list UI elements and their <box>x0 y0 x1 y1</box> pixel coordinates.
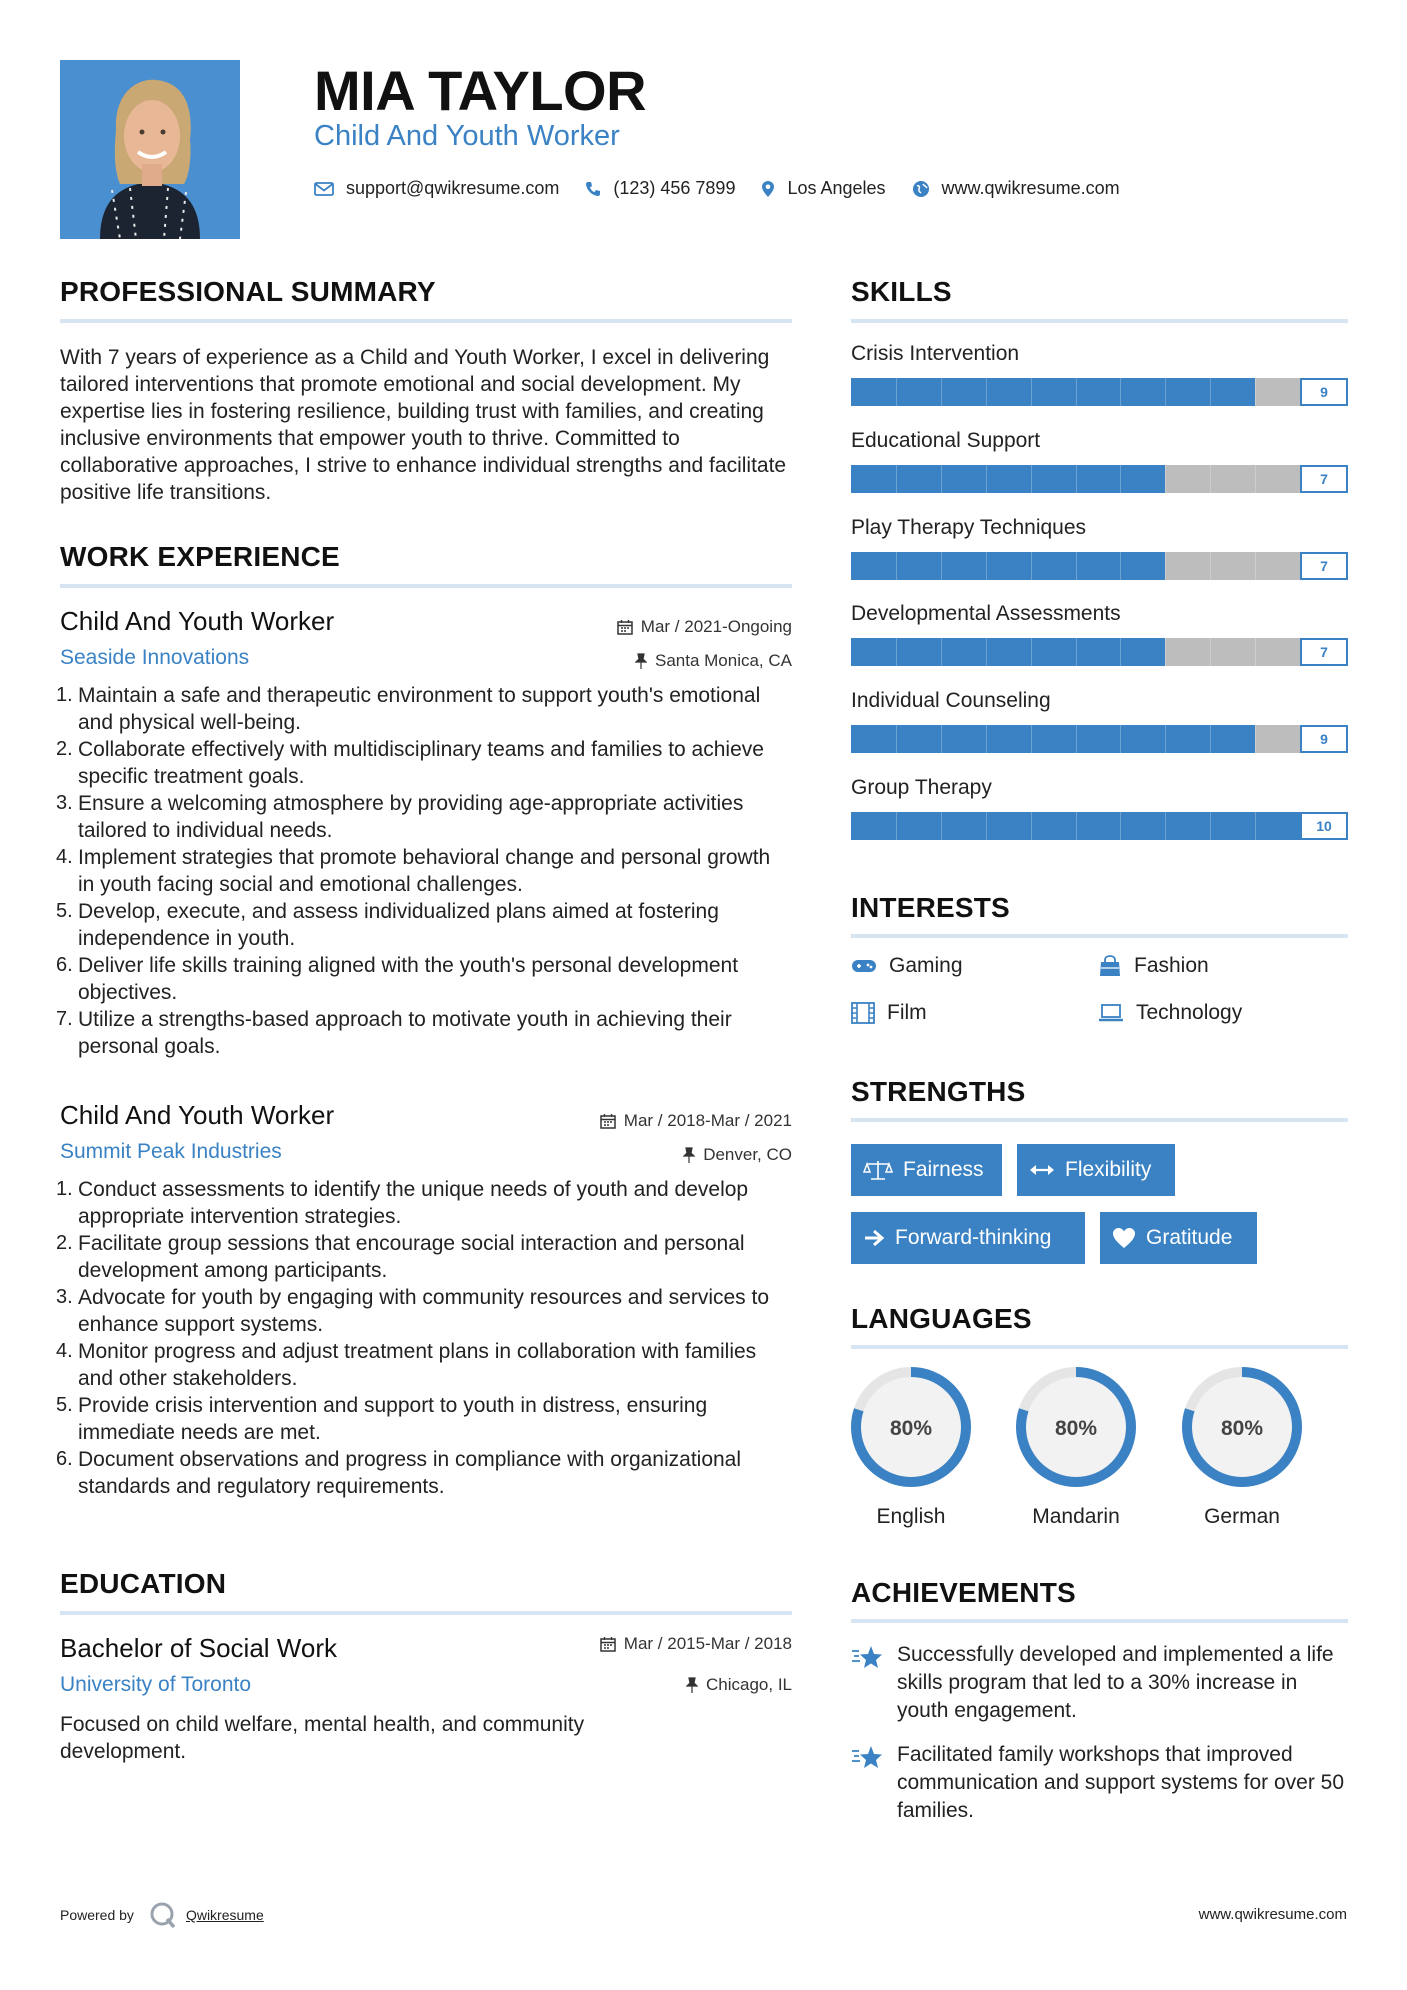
skill-fill <box>851 725 1255 753</box>
skill-bar-segment <box>896 552 897 580</box>
skill-score: 9 <box>1300 725 1348 753</box>
strength-label: Forward-thinking <box>895 1226 1052 1249</box>
footer-brand-link[interactable]: Qwikresume <box>185 1907 264 1923</box>
pushpin-icon <box>683 1147 695 1164</box>
calendar-icon <box>600 1636 616 1652</box>
skill-bar-segment <box>1210 812 1211 840</box>
candidate-role: Child And Youth Worker <box>314 120 620 152</box>
skill-bar-segment <box>1120 725 1121 753</box>
job-entry <box>56 606 792 1060</box>
skill-bar-segment <box>1031 638 1032 666</box>
skill-label: Group Therapy <box>851 776 992 799</box>
skill-bar-segment <box>896 812 897 840</box>
language-percent: 80% <box>1220 1417 1264 1440</box>
list-item: 3. Ensure a welcoming atmosphere by providing age-appropriate activities tailored to individual needs. <box>56 792 744 842</box>
skill-bar-segment <box>986 465 987 493</box>
skill-bar-segment <box>1031 378 1032 406</box>
powered-by-label: Powered by <box>60 1907 134 1923</box>
skill-bar-segment <box>1210 638 1211 666</box>
skill-bar-segment <box>1165 812 1166 840</box>
skill-bar <box>851 638 1348 666</box>
interest-item <box>851 954 963 978</box>
gamepad-icon <box>851 958 877 974</box>
skill-item <box>851 516 1348 580</box>
skill-bar-segment <box>986 378 987 406</box>
interests-heading: INTERESTS <box>851 892 1010 923</box>
job-bullets <box>56 1176 792 1500</box>
contact-location-text: Los Angeles <box>787 178 886 198</box>
interest-label: Gaming <box>889 954 963 977</box>
contact-phone-text: (123) 456 7899 <box>613 178 736 198</box>
skill-item <box>851 342 1348 406</box>
skill-bar-segment <box>941 812 942 840</box>
list-item: 5. Provide crisis intervention and support to youth in distress, ensuring immediate needs are met. <box>56 1394 708 1444</box>
footer-site-link[interactable]: www.qwikresume.com <box>1198 1906 1347 1923</box>
achievement-text: Facilitated family workshops that improved communication and support systems for over 50 families. <box>897 1743 1345 1822</box>
pushpin-icon <box>686 1677 698 1694</box>
job-date <box>600 1111 792 1131</box>
skill-bar-segment <box>1165 465 1166 493</box>
skill-bar-segment <box>1031 552 1032 580</box>
languages-heading: LANGUAGES <box>851 1303 1032 1334</box>
contact-phone[interactable] <box>585 178 735 199</box>
education-entry <box>60 1633 792 1765</box>
job-date-text: Mar / 2018-Mar / 2021 <box>623 1111 792 1130</box>
skill-bar-segment <box>941 638 942 666</box>
skill-bar-segment <box>1165 638 1166 666</box>
education-description: Focused on child welfare, mental health, and community development. <box>60 1713 585 1763</box>
strengths-heading: STRENGTHS <box>851 1076 1026 1107</box>
skill-bar-segment <box>896 638 897 666</box>
skills-heading: SKILLS <box>851 276 952 307</box>
skill-bar-segment <box>896 465 897 493</box>
list-item: 2. Collaborate effectively with multidisciplinary teams and families to achieve specific treatment goals. <box>56 738 764 788</box>
skill-bar-segment <box>1255 812 1256 840</box>
experience-divider <box>60 584 792 588</box>
balance-scale-icon <box>863 1159 893 1181</box>
interest-item <box>851 1001 927 1025</box>
skill-bar-segment <box>1165 378 1166 406</box>
star-trophy-icon <box>851 1643 885 1673</box>
language-percent: 80% <box>1054 1417 1098 1440</box>
degree-title: Bachelor of Social Work <box>60 1633 337 1663</box>
skill-score: 9 <box>1300 378 1348 406</box>
job-entry <box>56 1100 792 1500</box>
skill-bar-segment <box>1210 725 1211 753</box>
achievement-text: Successfully developed and implemented a life skills program that led to a 30% increase in youth engagement. <box>897 1643 1334 1722</box>
skill-bar-segment <box>1076 638 1077 666</box>
achievements-divider <box>851 1619 1348 1623</box>
list-item: 1. Conduct assessments to identify the unique needs of youth and develop appropriate intervention strategies. <box>56 1178 749 1228</box>
skill-bar-segment <box>1120 552 1121 580</box>
bag-icon <box>1098 955 1122 977</box>
skill-fill <box>851 812 1348 840</box>
skill-bar-segment <box>1255 465 1256 493</box>
job-title: Child And Youth Worker <box>60 1100 335 1130</box>
list-item: 1. Maintain a safe and therapeutic environment to support youth's emotional and physical well-being. <box>56 684 761 734</box>
skill-label: Individual Counseling <box>851 689 1051 712</box>
arrow-right-icon <box>863 1229 885 1247</box>
skill-bar-segment <box>1210 465 1211 493</box>
skill-bar-segment <box>896 725 897 753</box>
summary-text: With 7 years of experience as a Child and Youth Worker, I excel in delivering tailored interventions that promote emotional and social development. My expertise lies in fostering resilience, building trust with families, and creating inclusive environments that empower youth to thrive. Committed to collaborative approaches, I strive to enhance individual strengths and facilitate positive life transitions. <box>60 346 787 504</box>
globe-icon <box>912 180 930 198</box>
interest-label: Film <box>887 1001 927 1024</box>
interest-item <box>1098 954 1209 978</box>
skill-bar-segment <box>1210 378 1211 406</box>
list-item: 3. Advocate for youth by engaging with community resources and services to enhance support systems. <box>56 1286 770 1336</box>
skill-bar-segment <box>1120 638 1121 666</box>
skill-bar <box>851 812 1348 840</box>
skill-fill <box>851 552 1165 580</box>
skill-bar-segment <box>1255 725 1256 753</box>
skill-bar-segment <box>1255 378 1256 406</box>
language-item <box>849 1365 973 1529</box>
heart-icon <box>1112 1227 1136 1249</box>
interest-label: Fashion <box>1134 954 1209 977</box>
list-item: 4. Implement strategies that promote behavioral change and personal growth in youth facing social and emotional challenges. <box>56 846 771 896</box>
language-name: English <box>876 1505 946 1528</box>
contact-location <box>761 178 885 199</box>
skill-bar-segment <box>1076 725 1077 753</box>
skill-label: Educational Support <box>851 429 1041 452</box>
job-location <box>683 1145 792 1165</box>
skill-bar-segment <box>986 725 987 753</box>
job-bullets <box>56 682 792 1060</box>
interest-label: Technology <box>1136 1001 1243 1024</box>
interests-divider <box>851 934 1348 938</box>
job-title: Child And Youth Worker <box>60 606 335 636</box>
skill-bar-segment <box>1076 465 1077 493</box>
job-company: Seaside Innovations <box>60 646 250 669</box>
skill-bar-segment <box>941 378 942 406</box>
skill-bar-segment <box>1076 378 1077 406</box>
strength-label: Flexibility <box>1065 1158 1152 1181</box>
summary-heading: PROFESSIONAL SUMMARY <box>60 276 436 307</box>
laptop-icon <box>1098 1003 1124 1023</box>
skill-label: Crisis Intervention <box>851 342 1020 365</box>
skill-item <box>851 429 1348 493</box>
skill-fill <box>851 465 1165 493</box>
skill-bar-segment <box>941 465 942 493</box>
education-date-text: Mar / 2015-Mar / 2018 <box>623 1634 792 1653</box>
phone-icon <box>585 181 601 197</box>
skill-score: 7 <box>1300 552 1348 580</box>
skill-bar-segment <box>1120 465 1121 493</box>
skill-bar-segment <box>1031 725 1032 753</box>
strength-chip <box>851 1212 1085 1264</box>
skill-label: Developmental Assessments <box>851 602 1121 625</box>
footer-powered-by <box>60 1900 264 1930</box>
job-location-text: Denver, CO <box>703 1145 792 1164</box>
calendar-icon <box>617 619 633 635</box>
achievement-item <box>851 1641 1348 1725</box>
job-date-text: Mar / 2021-Ongoing <box>640 617 792 636</box>
interest-item <box>1098 1001 1242 1025</box>
qwikresume-logo-icon <box>148 1900 178 1930</box>
skill-score: 10 <box>1300 812 1348 840</box>
language-name: Mandarin <box>1032 1505 1120 1528</box>
contact-website[interactable] <box>912 178 1120 199</box>
language-percent: 80% <box>889 1417 933 1440</box>
list-item: 5. Develop, execute, and assess individualized plans aimed at fostering independence in youth. <box>56 900 719 950</box>
skill-bar-segment <box>1165 725 1166 753</box>
list-item: 7. Utilize a strengths-based approach to motivate youth in achieving their personal goals. <box>56 1008 732 1058</box>
job-location-text: Santa Monica, CA <box>654 651 792 670</box>
map-pin-icon <box>761 180 775 198</box>
skill-bar-segment <box>1076 812 1077 840</box>
strength-chip <box>851 1144 1002 1196</box>
job-location <box>635 651 792 671</box>
skill-item <box>851 776 1348 840</box>
skill-bar-segment <box>1031 465 1032 493</box>
skill-bar-segment <box>986 552 987 580</box>
skill-item <box>851 689 1348 753</box>
achievements-heading: ACHIEVEMENTS <box>851 1577 1076 1608</box>
skill-label: Play Therapy Techniques <box>851 516 1087 539</box>
strength-chip <box>1100 1212 1257 1264</box>
skill-bar-segment <box>1255 552 1256 580</box>
skill-score: 7 <box>1300 638 1348 666</box>
skill-bar-segment <box>941 552 942 580</box>
skill-score: 7 <box>1300 465 1348 493</box>
job-company: Summit Peak Industries <box>60 1140 282 1163</box>
strengths-divider <box>851 1118 1348 1122</box>
language-item <box>1014 1365 1138 1529</box>
film-icon <box>851 1002 875 1024</box>
list-item: 4. Monitor progress and adjust treatment plans in collaboration with families and other stakeholders. <box>56 1340 757 1390</box>
skill-bar <box>851 378 1348 406</box>
skill-bar <box>851 465 1348 493</box>
strength-chip <box>1017 1144 1175 1196</box>
summary-divider <box>60 319 792 323</box>
skill-bar-segment <box>941 725 942 753</box>
education-location-text: Chicago, IL <box>706 1675 792 1694</box>
envelope-icon <box>314 181 334 197</box>
skill-fill <box>851 378 1255 406</box>
list-item: 6. Document observations and progress in compliance with organizational standards and regulatory requirements. <box>56 1448 742 1498</box>
skill-bar-segment <box>1076 552 1077 580</box>
languages-divider <box>851 1345 1348 1349</box>
education-location <box>686 1675 792 1695</box>
language-gauge <box>849 1365 973 1489</box>
skill-bar-segment <box>1165 552 1166 580</box>
skill-bar-segment <box>1120 812 1121 840</box>
education-heading: EDUCATION <box>60 1568 227 1599</box>
contact-email-text: support@qwikresume.com <box>346 178 560 198</box>
skill-bar <box>851 552 1348 580</box>
language-gauge <box>1014 1365 1138 1489</box>
star-trophy-icon <box>851 1743 885 1773</box>
skill-bar-segment <box>1031 812 1032 840</box>
profile-photo <box>60 60 240 239</box>
skill-bar-segment <box>896 378 897 406</box>
job-date <box>617 617 792 637</box>
skill-bar-segment <box>1210 552 1211 580</box>
contact-bar <box>314 178 1146 199</box>
pushpin-icon <box>635 653 647 670</box>
skill-bar-segment <box>1255 638 1256 666</box>
language-name: German <box>1204 1505 1280 1528</box>
strength-label: Fairness <box>903 1158 984 1181</box>
contact-website-text: www.qwikresume.com <box>941 178 1120 198</box>
education-divider <box>60 1611 792 1615</box>
candidate-name: MIA TAYLOR <box>314 59 647 122</box>
experience-heading: WORK EXPERIENCE <box>60 541 340 572</box>
skill-bar-segment <box>986 638 987 666</box>
list-item: 6. Deliver life skills training aligned with the youth's personal development objectives. <box>56 954 739 1004</box>
school-name: University of Toronto <box>60 1673 252 1696</box>
skill-item <box>851 602 1348 666</box>
language-item <box>1180 1365 1304 1529</box>
skill-bar-segment <box>986 812 987 840</box>
contact-email[interactable] <box>314 178 559 199</box>
language-gauge <box>1180 1365 1304 1489</box>
skill-bar-segment <box>1120 378 1121 406</box>
arrows-horizontal-icon <box>1029 1163 1055 1177</box>
list-item: 2. Facilitate group sessions that encourage social interaction and personal development among participants. <box>56 1232 745 1282</box>
skills-divider <box>851 319 1348 323</box>
skill-fill <box>851 638 1165 666</box>
achievement-item <box>851 1741 1348 1825</box>
strength-label: Gratitude <box>1146 1226 1233 1249</box>
skill-bar <box>851 725 1348 753</box>
education-date <box>600 1634 792 1654</box>
calendar-icon <box>600 1113 616 1129</box>
